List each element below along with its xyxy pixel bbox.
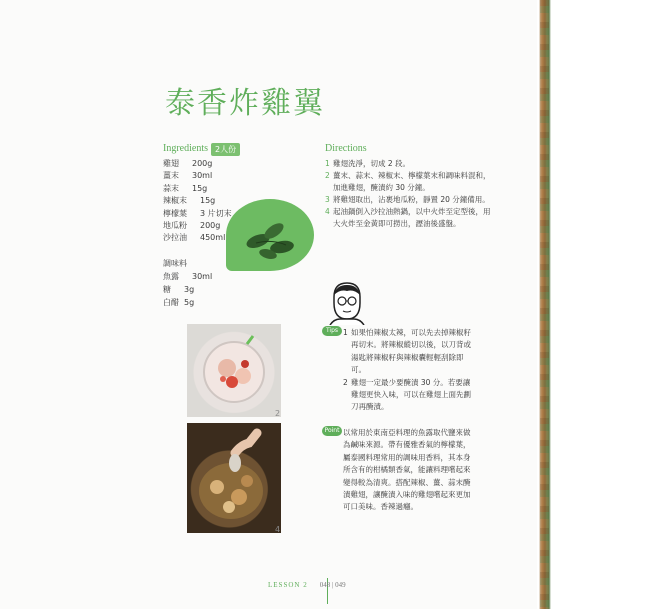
step-text: 雞翅洗淨，切成 2 段。 xyxy=(333,159,411,168)
step-text: 將雞翅取出，沾裹地瓜粉，靜置 20 分鐘備用。 xyxy=(333,195,490,204)
tip-number: 2 xyxy=(343,377,348,387)
basil-leaves-icon xyxy=(226,199,314,271)
direction-step xyxy=(325,194,495,206)
tips-section xyxy=(343,327,473,414)
frying-photo xyxy=(187,423,281,533)
ingredient-name: 檸檬葉 xyxy=(163,208,187,218)
ingredient-qty: 450ml xyxy=(200,233,226,243)
sauce-list xyxy=(163,257,212,309)
step-number: 1 xyxy=(325,159,330,168)
tip-text: 雞翅一定最少要醃漬 30 分。若要讓雞翅更快入味，可以在雞翅上面先劃刀再醃漬。 xyxy=(351,377,471,412)
direction-step xyxy=(325,170,495,194)
chef-portrait-icon xyxy=(326,279,368,325)
ingredient-row xyxy=(163,183,232,195)
bowl-image xyxy=(187,324,281,417)
ingredient-name: 沙拉油 xyxy=(163,233,187,243)
photo-edge-strip xyxy=(537,0,655,609)
sauce-qty: 5g xyxy=(184,298,195,307)
ingredient-name: 雞翅 xyxy=(163,159,179,168)
photo-number: 2 xyxy=(275,409,281,418)
sauce-name: 白醋 xyxy=(163,298,179,307)
marinating-photo xyxy=(187,324,281,417)
ingredient-name: 辣椒末 xyxy=(163,196,187,206)
step-number: 4 xyxy=(325,207,330,216)
step-text: 起油鍋倒入沙拉油熱鍋，以中火炸至定型後，用大火炸至金黃即可撈出，瀝油後盛盤。 xyxy=(333,207,491,228)
tip-item xyxy=(343,327,473,377)
lesson-label: LESSON 2 xyxy=(268,581,308,589)
tip-number: 1 xyxy=(343,328,348,337)
sauce-heading: 調味料 xyxy=(163,259,187,268)
tip-item xyxy=(343,377,473,414)
ingredient-name: 地瓜粉 xyxy=(163,221,187,231)
page-footer xyxy=(268,581,346,589)
servings-badge: 2人份 xyxy=(211,143,240,156)
directions-list xyxy=(325,158,495,230)
ingredient-qty: 15g xyxy=(200,196,216,206)
tip-text: 如果怕辣椒太辣，可以先去掉辣椒籽再切末。將辣椒縱切以後，以刀背或湯匙將辣椒籽與辣椒囊輕輕刮除即可。 xyxy=(351,328,471,375)
basil-leaf-illustration xyxy=(226,199,314,271)
sauce-name: 糖 xyxy=(163,285,171,294)
ingredient-qty: 200g xyxy=(200,221,221,231)
step-number: 2 xyxy=(325,171,330,180)
ingredient-qty: 3 片切末 xyxy=(200,208,232,218)
sauce-row xyxy=(163,283,212,296)
ingredient-qty: 200g xyxy=(192,159,213,168)
ingredient-row xyxy=(163,208,232,220)
ingredient-row xyxy=(163,220,232,232)
sauce-qty: 3g xyxy=(184,285,195,294)
point-badge: Point xyxy=(322,426,342,436)
sauce-name: 魚露 xyxy=(163,272,179,281)
ingredient-qty: 30ml xyxy=(192,171,213,181)
sauce-qty: 30ml xyxy=(192,272,213,281)
point-text: 以常用於東南亞料理的魚露取代鹽來做為鹹味來源。帶有優雅香氣的檸檬葉，屬泰國料理常用的調味用香料，其本身所含有的柑橘類香氣，能讓料理嚐起來變得較為清爽。搭配辣椒、薑、蒜末醃漬雞翅，讓醃漬入味的雞翅嚐起來更加可口美味。香辣過癮。 xyxy=(343,428,471,512)
ingredient-row xyxy=(163,158,232,170)
direction-step xyxy=(325,158,495,170)
page-title: 泰香炸雞翼 xyxy=(165,86,325,121)
step-text: 薑末、蒜末、辣椒末、檸檬葉末和調味料混和，加進雞翅，醃漬約 30 分鐘。 xyxy=(333,171,491,192)
sauce-row xyxy=(163,296,212,309)
frying-wok-image xyxy=(187,423,281,533)
tips-badge: Tips xyxy=(322,326,342,336)
ingredient-row xyxy=(163,232,232,244)
ingredient-row xyxy=(163,195,232,207)
ingredient-qty: 15g xyxy=(192,183,208,193)
ingredients-list xyxy=(163,158,232,245)
ingredient-name: 蒜末 xyxy=(163,183,179,193)
direction-step xyxy=(325,206,495,230)
ingredient-name: 薑末 xyxy=(163,171,179,181)
step-number: 3 xyxy=(325,195,330,204)
directions-heading: Directions xyxy=(325,143,367,154)
photo-number: 4 xyxy=(275,525,281,534)
ingredients-heading: Ingredients xyxy=(163,143,208,154)
ingredient-row xyxy=(163,170,232,182)
page-numbers: 048 | 049 xyxy=(319,581,346,589)
sauce-row xyxy=(163,270,212,283)
